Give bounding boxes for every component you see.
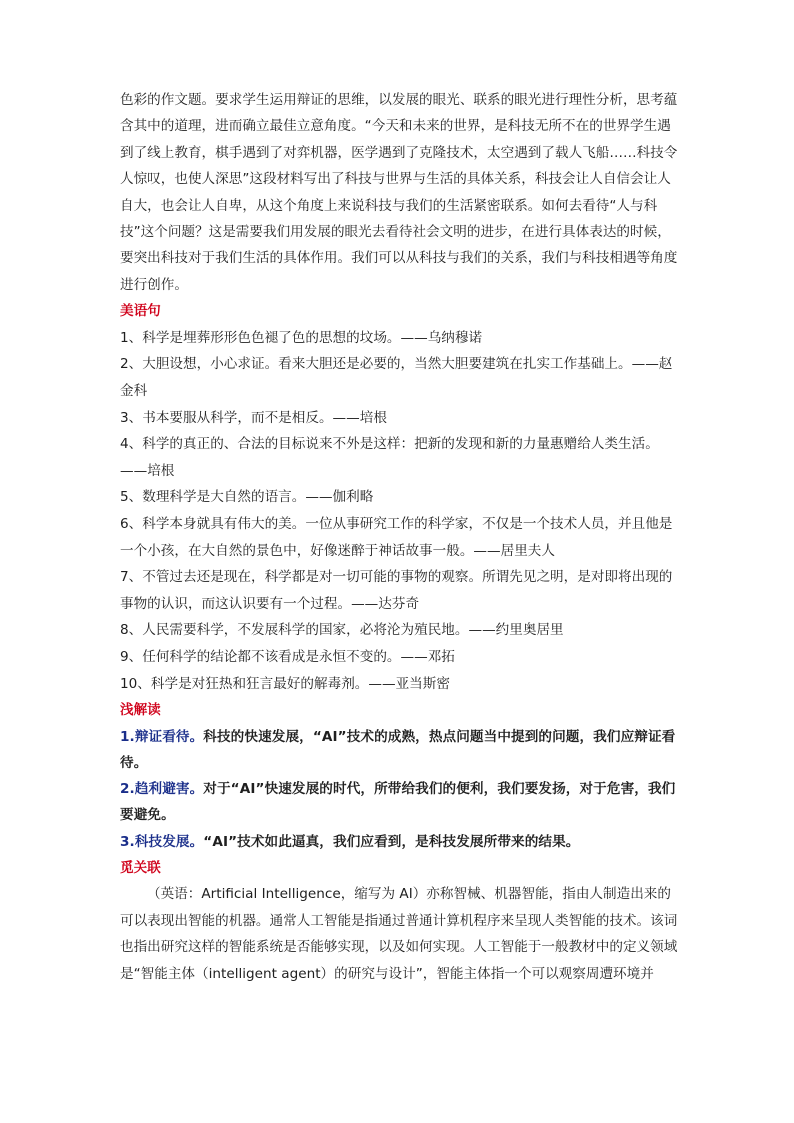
quote-item: 3、书本要服从科学，而不是相反。——培根	[120, 409, 387, 426]
reading-point	[120, 724, 684, 776]
point-keyword: 科技发展。	[134, 833, 204, 850]
reading-points	[120, 724, 684, 855]
point-keyword: 趋利避害。	[134, 781, 204, 798]
point-text: 对于“AI”快速发展的时代，所带给我们的便利，我们要发扬，对于危害，我们要避免。	[120, 781, 676, 824]
quote-item: 10、科学是对狂热和狂言最好的解毒剂。——亚当斯密	[120, 675, 450, 692]
intro-paragraph: 色彩的作文题。要求学生运用辩证的思维，以发展的眼光、联系的眼光进行理性分析，思考蕴含其中的道理，进而确立最佳立意角度。“今天和未来的世界，是科技无所不在的世界学生遇到了线上教育，棋手遇到了对弈机器，医学遇到了克隆技术，太空遇到了载人飞船……科技令人惊叹，也使人深思”这段材料写出了科技与世界与生活的具体关系，科技会让人自信会让人自大，也会让人自卑，从这个角度上来说科技与我们的生活紧密联系。如何去看待“人与科技”这个问题？这是需要我们用发展的眼光去看待社会文明的进步，在进行具体表达的时候，要突出科技对于我们生活的具体作用。我们可以从科技与我们的关系，我们与科技相遇等角度进行创作。	[120, 92, 678, 293]
reading-heading: 浅解读	[120, 702, 161, 719]
point-text: 科技的快速发展，“AI”技术的成熟，热点问题当中提到的问题，我们应辩证看待。	[120, 728, 676, 771]
quote-item: 5、数理科学是大自然的语言。——伽利略	[120, 489, 374, 506]
quote-item: 6、科学本身就具有伟大的美。一位从事研究工作的科学家，不仅是一个技术人员，并且他是一个小孩，在大自然的景色中，好像迷醉于神话故事一般。——居里夫人	[120, 516, 673, 559]
point-number: 2.	[120, 781, 135, 798]
related-heading: 觅关联	[120, 859, 161, 876]
point-number: 3.	[120, 833, 135, 850]
quotes-heading: 美语句	[120, 303, 161, 320]
quote-item: 9、任何科学的结论都不该看成是永恒不变的。——邓拓	[120, 648, 455, 665]
reading-point	[120, 829, 684, 855]
quotes-list	[120, 325, 684, 697]
quote-item: 7、不管过去还是现在，科学都是对一切可能的事物的观察。所谓先见之明，是对即将出现的事物的认识，而这认识要有一个过程。——达芬奇	[120, 569, 673, 612]
related-paragraph: （英语：Artificial Intelligence，缩写为 AI）亦称智械、机器智能，指由人制造出来的可以表现出智能的机器。通常人工智能是指通过普通计算机程序来呈现人类智能的技术。该词也指出研究这样的智能系统是否能够实现，以及如何实现。人工智能于一般教材中的定义领域是“智能主体（intelligent agent）的研究与设计”，智能主体指一个可以观察周遭环境并	[120, 886, 678, 982]
quote-item: 1、科学是埋葬形形色色褪了色的思想的坟场。——乌纳穆诺	[120, 329, 483, 346]
quote-item: 4、科学的真正的、合法的目标说来不外是这样：把新的发现和新的力量惠赠给人类生活。——培根	[120, 436, 659, 479]
reading-point	[120, 776, 684, 828]
quote-item: 8、人民需要科学，不发展科学的国家，必将沦为殖民地。——约里奥居里	[120, 622, 564, 639]
point-number: 1.	[120, 728, 135, 745]
point-text: “AI”技术如此逼真，我们应看到，是科技发展所带来的结果。	[203, 833, 580, 850]
quote-item: 2、大胆设想，小心求证。看来大胆还是必要的，当然大胆要建筑在扎实工作基础上。——赵金科	[120, 356, 673, 400]
point-keyword: 辩证看待。	[134, 728, 204, 745]
